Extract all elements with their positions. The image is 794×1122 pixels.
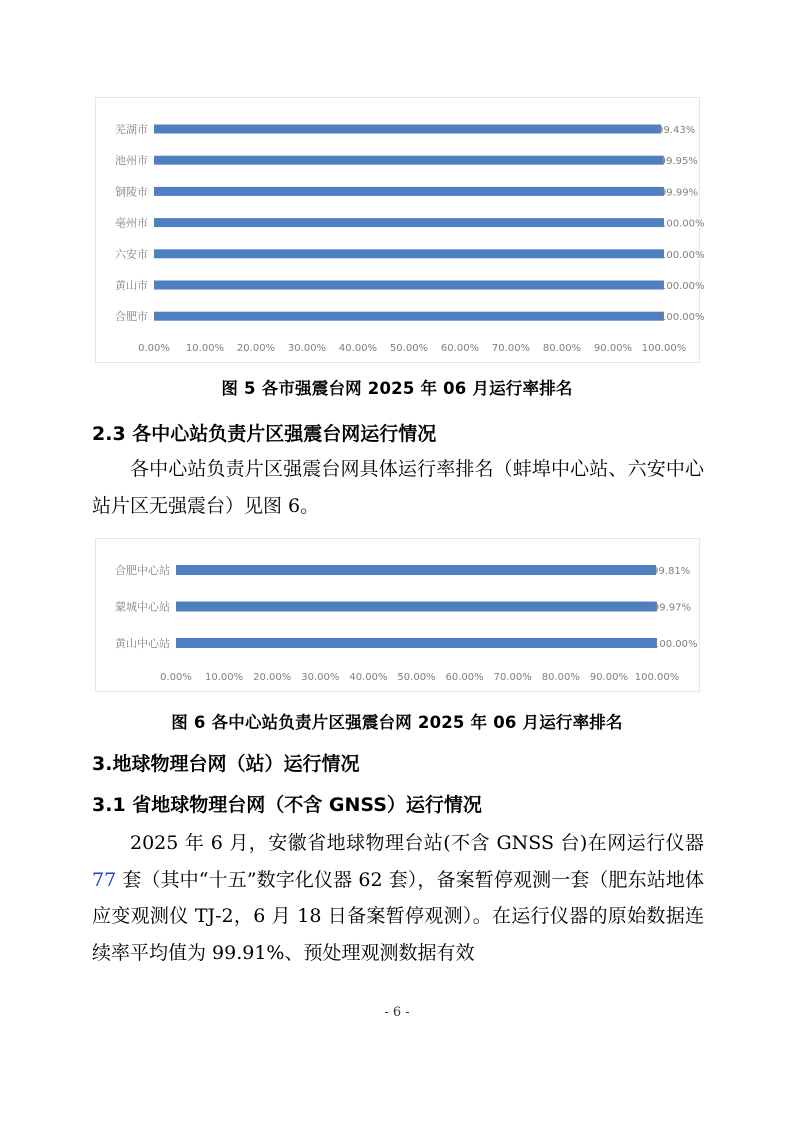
x-tick-label: 80.00% — [541, 672, 580, 683]
paragraph-2-3: 各中心站负责片区强震台网具体运行率排名（蚌埠中心站、六安中心站片区无强震台）见图 6。 — [92, 458, 704, 517]
x-tick-label: 70.00% — [491, 343, 531, 354]
data-value-label: 100.00% — [660, 249, 705, 261]
x-tick-label: 20.00% — [236, 343, 276, 354]
paragraph-3-1 — [92, 825, 704, 971]
category-label: 六安市 — [115, 247, 148, 261]
data-bar — [154, 156, 664, 165]
section-2-3-heading: 2.3 各中心站负责片区强震台网运行情况 — [92, 423, 437, 445]
section-3-1-heading: 3.1 省地球物理台网（不含 GNSS）运行情况 — [92, 794, 482, 816]
category-label: 芜湖市 — [115, 123, 148, 136]
data-value-label: 99.43% — [657, 125, 696, 136]
x-tick-label: 90.00% — [593, 343, 633, 354]
x-tick-label: 100.00% — [634, 672, 680, 683]
category-label: 黄山中心站 — [115, 637, 170, 650]
x-tick-label: 40.00% — [349, 672, 388, 683]
data-value-label: 100.00% — [660, 281, 705, 292]
category-label: 池州市 — [115, 154, 148, 168]
x-tick-label: 10.00% — [185, 343, 225, 354]
x-tick-label: 20.00% — [253, 672, 292, 683]
chart-svg — [96, 98, 705, 362]
data-value-label: 100.00% — [660, 312, 705, 324]
data-bar — [176, 565, 656, 575]
x-tick-label: 0.00% — [160, 672, 192, 683]
data-bar — [154, 249, 664, 258]
data-value-label: 99.81% — [652, 566, 691, 577]
x-tick-label: 100.00% — [641, 343, 687, 354]
x-tick-label: 60.00% — [445, 672, 484, 683]
section-3-heading: 3.地球物理台网（站）运行情况 — [92, 753, 360, 775]
instrument-count-highlight: 77 — [92, 868, 117, 891]
category-label: 蒙城中心站 — [115, 600, 170, 614]
data-bar — [154, 187, 664, 196]
page-number: - 6 - — [384, 1005, 410, 1020]
data-bar — [176, 638, 657, 648]
x-tick-label: 90.00% — [589, 672, 628, 683]
x-tick-label: 50.00% — [389, 343, 429, 354]
category-label: 亳州市 — [115, 216, 148, 230]
chart-city-operation-rate — [95, 97, 705, 363]
paragraph-3-1-text-b: 套（其中“十五”数字化仪器 62 套），备案暂停观测一套（肥东站地体应变观测仪 TJ-2，6 月 18 日备案暂停观测）。在运行仪器的原始数据连续率平均值为 99.91%、预处理观测数据有效 — [92, 868, 704, 964]
figure-6-caption: 图 6 各中心站负责片区强震台网 2025 年 06 月运行率排名 — [171, 713, 623, 732]
category-label: 黄山市 — [115, 279, 148, 292]
figure-5-caption: 图 5 各市强震台网 2025 年 06 月运行率排名 — [221, 379, 573, 398]
category-label: 合肥中心站 — [115, 564, 170, 577]
chart-center-station-operation-rate — [95, 538, 700, 692]
data-value-label: 99.99% — [659, 187, 699, 199]
paragraph-3-1-text-a: 2025 年 6 月，安徽省地球物理台站(不含 GNSS 台)在网运行仪器 — [130, 832, 704, 854]
x-tick-label: 40.00% — [338, 343, 378, 354]
data-value-label: 100.00% — [660, 218, 705, 230]
data-bar — [154, 125, 661, 134]
x-tick-label: 30.00% — [301, 672, 340, 683]
x-tick-label: 60.00% — [440, 343, 480, 354]
data-value-label: 99.97% — [652, 602, 691, 614]
x-tick-label: 10.00% — [205, 672, 244, 683]
chart-svg — [96, 539, 699, 691]
category-label: 合肥市 — [115, 310, 148, 324]
data-value-label: 99.95% — [659, 156, 698, 168]
x-tick-label: 30.00% — [287, 343, 327, 354]
data-bar — [154, 281, 664, 290]
x-tick-label: 80.00% — [542, 343, 582, 354]
data-bar — [154, 312, 664, 321]
x-tick-label: 50.00% — [397, 672, 436, 683]
x-tick-label: 70.00% — [493, 672, 532, 683]
data-bar — [176, 602, 657, 612]
data-value-label: 100.00% — [653, 639, 698, 650]
category-label: 铜陵市 — [115, 185, 148, 199]
data-bar — [154, 218, 664, 227]
x-tick-label: 0.00% — [138, 343, 170, 354]
